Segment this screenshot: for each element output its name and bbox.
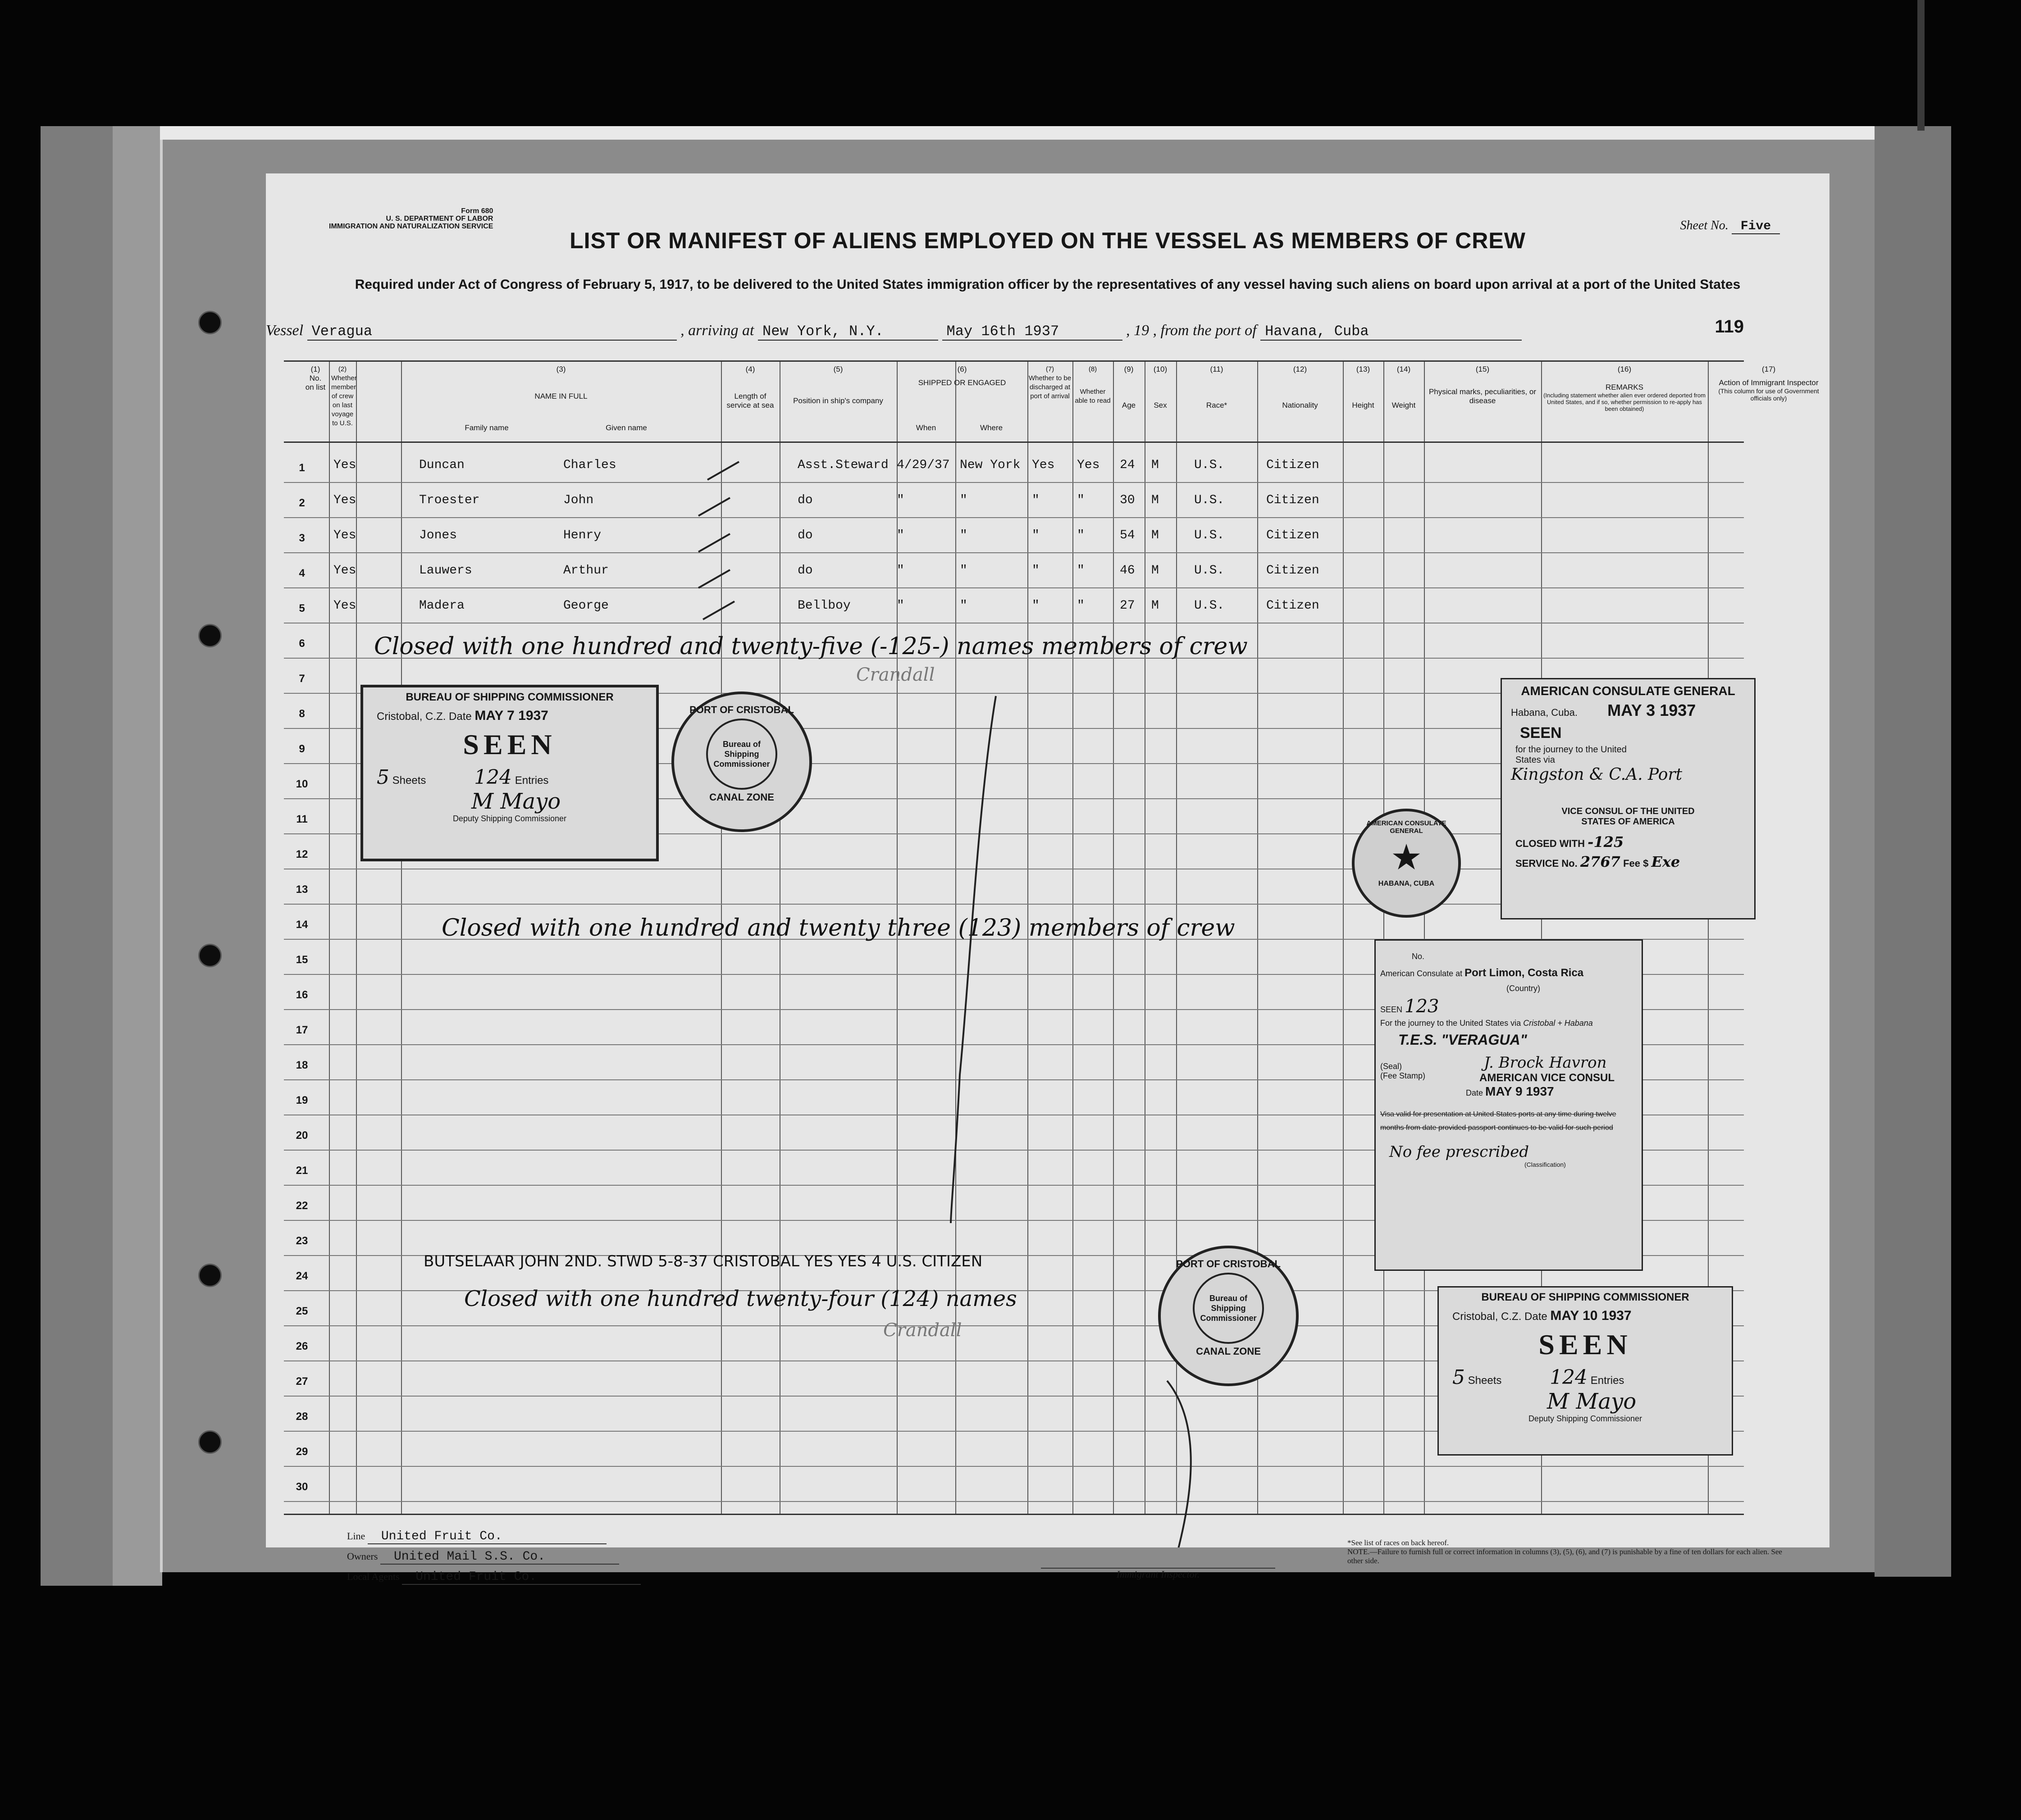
col-header-9: (9) Age — [1122, 365, 1136, 410]
cell-when: " — [897, 599, 904, 613]
stamp-header: BUREAU OF SHIPPING COMMISSIONER — [406, 691, 614, 703]
vessel-line — [266, 322, 1798, 341]
page-number: 119 — [1715, 317, 1744, 337]
agents-value: United Fruit Co. — [402, 1570, 641, 1585]
row-number: 18 — [296, 1059, 308, 1071]
row-number: 8 — [299, 708, 305, 720]
row-rule — [284, 517, 1744, 518]
port-limon-consulate-stamp: No. American Consulate at Port Limon, Costa Rica (Country) SEEN 123 For the journey to the United States via Cristobal + Habana T.E.S. "VERAGUA" (Seal) (Fee Stamp) J. Brock Havron AMERICAN VICE CONSUL Date MAY 9 1937 Visa valid for presentation at United States ports at any time during twelve months from date provided passport continues to be valid for such period No fee prescribed (Classification) — [1374, 939, 1643, 1271]
cell-given: Arthur — [563, 564, 609, 578]
grid-line — [1424, 360, 1425, 1514]
row-rule — [284, 1501, 1744, 1502]
cell-family: Lauwers — [419, 564, 472, 578]
department-name: U. S. DEPARTMENT OF LABOR — [386, 215, 493, 223]
cell-read: " — [1077, 564, 1085, 578]
punch-hole — [198, 311, 222, 334]
cell-last-voyage: Yes — [333, 599, 356, 613]
backing-board-right — [1875, 126, 1951, 1577]
cell-where: " — [960, 599, 967, 613]
shipping-commissioner-stamp-1 — [360, 685, 659, 861]
backing-strip — [41, 126, 122, 1586]
cell-where: " — [960, 528, 967, 542]
arrival-date: May 16th 1937 — [942, 323, 1122, 341]
row-number: 10 — [296, 778, 308, 790]
stamp-signature: M Mayo — [471, 789, 561, 814]
cell-given: John — [563, 493, 594, 507]
header-bottom-rule — [284, 441, 1744, 443]
family-name-header: Family name — [465, 423, 509, 432]
row-number: 17 — [296, 1024, 308, 1036]
handwritten-closing-123: Closed with one hundred and twenty three (123) members of crew — [442, 915, 1235, 942]
table-bottom-rule — [284, 1514, 1744, 1515]
cell-when: " — [897, 493, 904, 507]
col-header-14: (14) Weight — [1391, 365, 1416, 410]
row-rule — [284, 552, 1744, 553]
row-number: 25 — [296, 1305, 308, 1317]
cell-race: U.S. — [1194, 528, 1225, 542]
row-rule — [284, 1466, 1744, 1467]
footer-owners: Owners United Mail S.S. Co. — [347, 1550, 619, 1565]
cell-last-voyage: Yes — [333, 458, 356, 472]
col-header-1: (1) No. on list — [305, 365, 326, 391]
cell-read: " — [1077, 493, 1085, 507]
manifest-sheet — [266, 173, 1829, 1584]
cell-age: 24 — [1120, 458, 1135, 472]
col-header-17: (17) Action of Immigrant Inspector (This column for use of Government officials only) — [1718, 365, 1819, 402]
cell-when: " — [897, 528, 904, 542]
row-number: 12 — [296, 848, 308, 860]
cell-sex: M — [1151, 493, 1159, 507]
cell-last-voyage: Yes — [333, 493, 356, 507]
row-number: 24 — [296, 1270, 308, 1282]
from-port: Havana, Cuba — [1260, 323, 1522, 341]
handwritten-crew-row-24: BUTSELAAR JOHN 2ND. STWD 5-8-37 CRISTOBAL YES YES 4 U.S. CITIZEN — [424, 1252, 983, 1270]
grid-line — [329, 360, 330, 1514]
footer-line: Line United Fruit Co. — [347, 1529, 607, 1544]
col-header-8: (8) Whether able to read — [1075, 365, 1111, 405]
grid-line — [401, 360, 402, 1514]
row-number: 3 — [299, 532, 305, 544]
row-number: 13 — [296, 883, 308, 896]
cell-age: 27 — [1120, 599, 1135, 613]
from-label: , from the port of — [1153, 322, 1257, 339]
col-header-15: (15) Physical marks, peculiarities, or disease — [1428, 365, 1537, 405]
cell-position: do — [798, 528, 813, 542]
row-number: 20 — [296, 1129, 308, 1142]
col-header-12: (12) Nationality — [1282, 365, 1318, 410]
footer-notes: *See list of races on back hereof. NOTE.—Failure to furnish full or correct information in columns (3), (5), (6), and (7) is punishable by a fine of ten dollars for each alien. See other side. — [1347, 1538, 1782, 1565]
cell-position: do — [798, 493, 813, 507]
row-number: 16 — [296, 989, 308, 1001]
consulate-seal: AMERICAN CONSULATE GENERAL ★ HABANA, CUBA — [1352, 809, 1461, 918]
row-number: 21 — [296, 1165, 308, 1177]
col-header-6: (6) SHIPPED OR ENGAGED — [918, 365, 1006, 387]
row-number: 27 — [296, 1375, 308, 1388]
vessel-label: Vessel — [266, 322, 304, 339]
cell-discharged: " — [1032, 564, 1040, 578]
cell-nationality: Citizen — [1266, 599, 1319, 613]
cell-sex: M — [1151, 528, 1159, 542]
row-number: 23 — [296, 1235, 308, 1247]
col-header-10: (10) Sex — [1153, 365, 1168, 410]
cell-family: Duncan — [419, 458, 465, 472]
form-number: Form 680 — [461, 207, 493, 215]
cell-race: U.S. — [1194, 564, 1225, 578]
cell-race: U.S. — [1194, 493, 1225, 507]
cell-where: " — [960, 493, 967, 507]
habana-consulate-stamp: AMERICAN CONSULATE GENERAL Habana, Cuba. MAY 3 1937 SEEN for the journey to the United States via Kingston & C.A. Port VICE CONSUL OF THE UNITED STATES OF AMERICA CLOSED WITH -125 SERVICE No. 2767 Fee $ Exe — [1501, 678, 1756, 919]
cell-position: Asst.Steward — [798, 458, 889, 472]
cell-nationality: Citizen — [1266, 528, 1319, 542]
cell-sex: M — [1151, 564, 1159, 578]
row-number: 2 — [299, 497, 305, 509]
row-number: 14 — [296, 919, 308, 931]
punch-hole — [198, 1264, 222, 1287]
cell-nationality: Citizen — [1266, 493, 1319, 507]
footer-local-agents — [347, 1570, 641, 1585]
arriving-label: , arriving at — [680, 322, 754, 339]
cell-where: New York — [960, 458, 1021, 472]
col-header-7: (7) Whether to be discharged at port of arrival — [1028, 365, 1072, 400]
cell-given: Charles — [563, 458, 616, 472]
row-number: 22 — [296, 1200, 308, 1212]
col-header-5: (5) Position in ship's company — [793, 365, 883, 405]
cell-age: 46 — [1120, 564, 1135, 578]
row-number: 7 — [299, 673, 305, 685]
cell-position: do — [798, 564, 813, 578]
handwritten-closing-124: Closed with one hundred twenty-four (124) names — [464, 1286, 1017, 1311]
handwritten-closing-125: Closed with one hundred and twenty-five (-125-) names members of crew — [374, 633, 1248, 660]
cell-when: 4/29/37 — [897, 458, 950, 472]
row-number: 9 — [299, 743, 305, 755]
vessel-name: Veragua — [307, 323, 677, 341]
form-identifier — [329, 207, 493, 230]
cell-when: " — [897, 564, 904, 578]
cell-nationality: Citizen — [1266, 458, 1319, 472]
cell-age: 54 — [1120, 528, 1135, 542]
row-number: 28 — [296, 1410, 308, 1423]
sheet-value: Five — [1732, 219, 1780, 234]
cell-last-voyage: Yes — [333, 528, 356, 542]
cell-discharged: " — [1032, 599, 1040, 613]
cell-given: George — [563, 599, 609, 613]
check-marks — [698, 462, 739, 619]
row-number: 30 — [296, 1481, 308, 1493]
cristobal-seal-2: PORT OF CRISTOBAL Bureau of Shipping Commissioner CANAL ZONE — [1158, 1246, 1299, 1386]
pen-stroke — [951, 696, 996, 1223]
agents-label: Local Agents — [347, 1571, 400, 1582]
cell-race: U.S. — [1194, 599, 1225, 613]
cell-family: Jones — [419, 528, 457, 542]
cell-discharged: Yes — [1032, 458, 1055, 472]
cristobal-seal-1: PORT OF CRISTOBAL Bureau of Shipping Commissioner CANAL ZONE — [671, 692, 812, 832]
punch-hole — [198, 624, 222, 647]
row-number: 5 — [299, 602, 305, 614]
cell-race: U.S. — [1194, 458, 1225, 472]
cell-read: Yes — [1077, 458, 1100, 472]
stamp-footer: Deputy Shipping Commissioner — [452, 814, 567, 823]
when-header: When — [916, 423, 936, 432]
stamp-sheets: 5 Sheets 124 Entries — [377, 766, 549, 789]
given-name-header: Given name — [606, 423, 647, 432]
cell-where: " — [960, 564, 967, 578]
punch-hole — [198, 944, 222, 967]
grid-line — [1383, 360, 1384, 1514]
cell-last-voyage: Yes — [333, 564, 356, 578]
cell-sex: M — [1151, 599, 1159, 613]
year-label: , 19 — [1126, 322, 1149, 339]
cell-read: " — [1077, 599, 1085, 613]
cell-family: Troester — [419, 493, 480, 507]
handwritten-signature: Crandall — [856, 664, 935, 685]
cell-read: " — [1077, 528, 1085, 542]
pen-stroke — [1167, 1381, 1191, 1547]
cell-discharged: " — [1032, 493, 1040, 507]
stamp-seen: SEEN — [463, 728, 557, 760]
shipping-commissioner-stamp-2: BUREAU OF SHIPPING COMMISSIONER Cristobal, C.Z. Date MAY 10 1937 SEEN 5 Sheets 124 Entries M Mayo Deputy Shipping Commissioner — [1437, 1286, 1733, 1456]
eagle-icon: ★ — [1392, 840, 1421, 875]
cell-family: Madera — [419, 599, 465, 613]
immigrant-inspector-line: Immigrant Inspector. — [1041, 1568, 1275, 1580]
where-header: Where — [980, 423, 1003, 432]
cell-given: Henry — [563, 528, 602, 542]
row-number: 26 — [296, 1340, 308, 1352]
row-number: 6 — [299, 637, 305, 650]
col-header-3: (3) NAME IN FULL — [534, 365, 588, 400]
row-rule — [284, 482, 1744, 483]
row-rule — [284, 587, 1744, 588]
edge-mark — [1917, 0, 1925, 131]
manifest-title: LIST OR MANIFEST OF ALIENS EMPLOYED ON THE VESSEL AS MEMBERS OF CREW — [570, 228, 1526, 253]
row-number: 11 — [296, 813, 308, 825]
stamp-date-line: Cristobal, C.Z. Date MAY 7 1937 — [377, 708, 548, 723]
col-header-13: (13) Height — [1352, 365, 1374, 410]
cell-age: 30 — [1120, 493, 1135, 507]
row-number: 19 — [296, 1094, 308, 1106]
backing-strip-inner — [113, 126, 162, 1586]
col-header-2: (2) Whether member of crew on last voyage to U.S. — [331, 365, 357, 427]
header-top-rule — [284, 360, 1744, 362]
col-header-4: (4) Length of service at sea — [726, 365, 774, 410]
punch-hole — [198, 1430, 222, 1454]
sheet-label: Sheet No. — [1680, 218, 1729, 232]
arriving-port: New York, N.Y. — [758, 323, 938, 341]
col-header-11: (11) Race* — [1206, 365, 1227, 410]
row-number: 29 — [296, 1446, 308, 1458]
row-number: 4 — [299, 567, 305, 579]
service-name: IMMIGRATION AND NATURALIZATION SERVICE — [329, 223, 493, 230]
col-header-16: (16) REMARKS (Including statement whether alien ever ordered deported from United States, and if so, whether permission to re-apply has been obtained) — [1543, 365, 1706, 412]
manifest-subtitle: Required under Act of Congress of February 5, 1917, to be delivered to the United States immigration officer by the representatives of any vessel having such aliens on board upon arrival at a port of the United States — [355, 277, 1741, 292]
cell-position: Bellboy — [798, 599, 851, 613]
row-number: 15 — [296, 954, 308, 966]
cell-sex: M — [1151, 458, 1159, 472]
row-number: 1 — [299, 462, 305, 474]
grid-line — [1343, 360, 1344, 1514]
handwritten-signature-2: Crandall — [883, 1320, 962, 1341]
cell-nationality: Citizen — [1266, 564, 1319, 578]
cell-discharged: " — [1032, 528, 1040, 542]
